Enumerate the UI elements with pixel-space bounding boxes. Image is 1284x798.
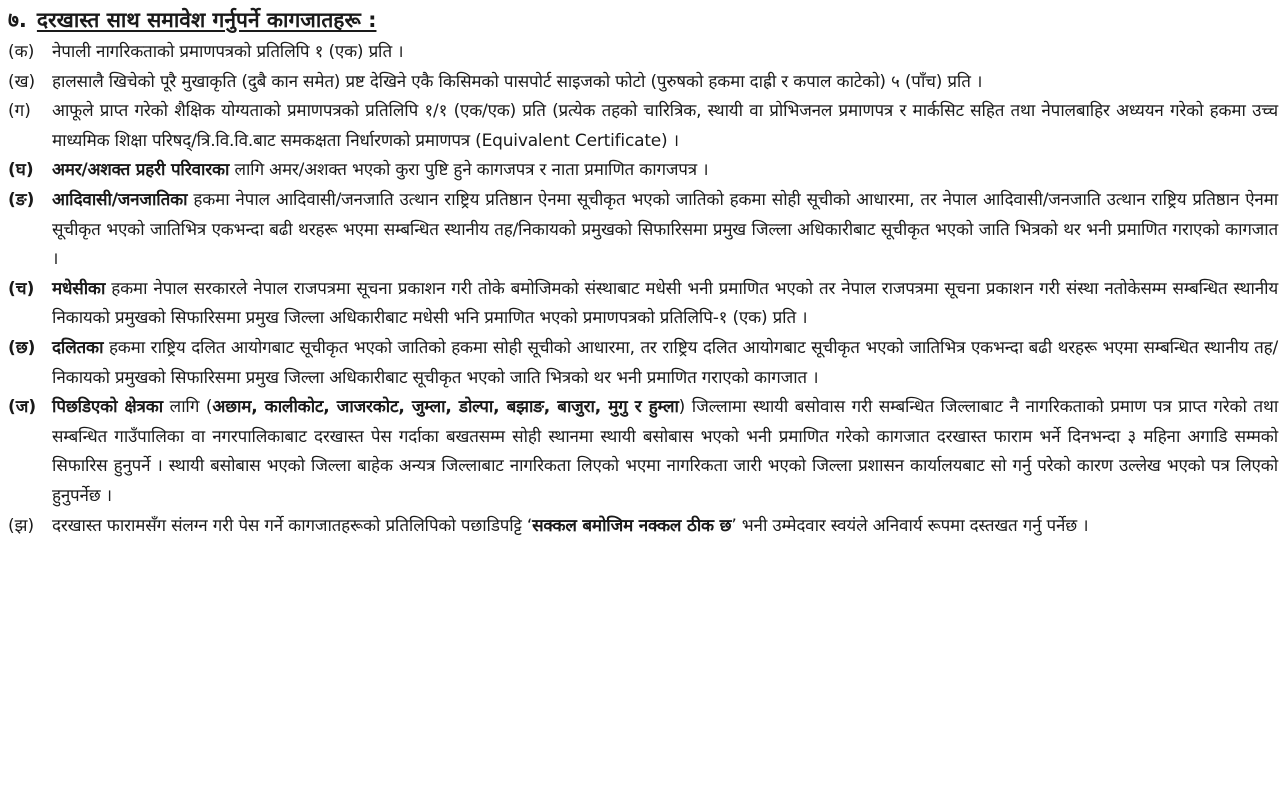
- item-text: हकमा नेपाल सरकारले नेपाल राजपत्रमा सूचना प्रकाशन गरी तोके बमोजिमको संस्थाबाट मधेसी भनी प्रमाणित भएको तर नेपाल राजपत्रमा सूचना प्रकाशन गरी संस्था नतोकेसम्म सम्बन्धित स्थानीय निकायको प्रमुखको सिफारिसमा प्रमुख जिल्ला अधिकारीबाट मधेसी भनि प्रमाणित भएको प्रमाणपत्रको प्रतिलिपि-१ (एक) प्रति ।: [52, 278, 1278, 329]
- item-body: [52, 512, 1278, 542]
- district-list: अछाम, कालीकोट, जाजरकोट, जुम्ला, डोल्पा, बझाङ, बाजुरा, मुगु र हुम्ला: [212, 397, 679, 418]
- item-marker: (क): [8, 42, 35, 62]
- item-text: हकमा राष्ट्रिय दलित आयोगबाट सूचीकृत भएको जातिको हकमा सोही सूचीको आधारमा, तर राष्ट्रिय दलित आयोगबाट सूचीकृत भएको जातिभित्र एकभन्दा बढी थरहरू भएमा सम्बन्धित स्थानीय तह/निकायको प्रमुखको सिफारिसमा प्रमुख जिल्ला अधिकारीबाट सूचीकृत भएको जाति भित्रको थर भनी प्रमाणित गराएको कागजात ।: [52, 337, 1278, 388]
- list-item-ja: [8, 393, 1278, 511]
- item-body: [52, 186, 1278, 275]
- item-marker: (ङ): [8, 189, 35, 210]
- item-marker: (घ): [8, 160, 34, 181]
- item-body: [52, 334, 1278, 393]
- item-marker: (झ): [8, 515, 35, 536]
- item-marker: (ज): [8, 397, 37, 418]
- item-text: हालसालै खिचेको पूरै मुखाकृति (दुबै कान समेत) प्रष्ट देखिने एकै किसिमको पासपोर्ट साइजको फोटो (पुरुषको हकमा दाह्री र कपाल काटेको) ५ (पाँच) प्रति ।: [52, 71, 983, 92]
- item-text: आफूले प्राप्त गरेको शैक्षिक योग्यताको प्रमाणपत्रको प्रतिलिपि १/१ (एक/एक) प्रति (प्रत्येक तहको चारित्रिक, स्थायी वा प्रोभिजनल प्रमाणपत्र र मार्कसिट सहित तथा नेपालबाहिर अध्ययन गरेको हकमा उच्च माध्यमिक शिक्षा परिषद्/त्रि.वि.वि.बाट समकक्षता निर्धारणको प्रमाणपत्र (Equivalent Certificate) ।: [52, 101, 1278, 151]
- attestation-phrase: सक्कल बमोजिम नक्कल ठीक छ: [532, 515, 732, 536]
- list-item-kha: [8, 68, 1278, 98]
- item-lead: आदिवासी/जनजातिका: [52, 189, 188, 210]
- list-item-cha: [8, 275, 1278, 334]
- item-lead: दलितका: [52, 337, 104, 358]
- list-item-gha: [8, 156, 1278, 186]
- section-heading: [8, 4, 1278, 36]
- item-body: [52, 156, 1278, 186]
- item-lead: मधेसीका: [52, 278, 106, 299]
- item-text-pre: लागि (: [162, 397, 213, 418]
- item-lead: पिछडिएको क्षेत्रका: [52, 397, 163, 418]
- list-item-nga: [8, 186, 1278, 275]
- item-marker: (च): [8, 278, 35, 299]
- section-title: दरखास्त साथ समावेश गर्नुपर्ने कागजातहरू :: [36, 8, 377, 32]
- item-body: [52, 393, 1278, 511]
- list-item-ga: [8, 97, 1278, 156]
- section-number: ७.: [8, 8, 27, 32]
- list-item-jha: [8, 512, 1278, 542]
- item-text: ) जिल्लामा स्थायी बसोवास गरी सम्बन्धित जिल्लाबाट नै नागरिकताको प्रमाण पत्र प्राप्त गरेको तथा सम्बन्धित गाउँपालिका वा नगरपालिकाबाट दरखास्त पेस गर्दाका बखतसम्म सोही स्थानमा स्थायी बसोबास भएको भनी प्रमाणित गरेको कागजात दरखास्त फाराम भर्ने दिनभन्दा ३ महिना अगाडि सम्मको सिफारिस हुनुपर्ने । स्थायी बसोबास भएको जिल्ला बाहेक अन्यत्र जिल्लाबाट नागरिकता लिएको भएमा नागरिकता जारी भएको जिल्ला प्रशासन कार्यालयबाट सो गर्नु परेको कारण उल्लेख भएको पत्र लिएको हुनुपर्नेछ ।: [52, 397, 1279, 506]
- item-marker: (ग): [8, 101, 31, 122]
- item-marker: (छ): [8, 337, 36, 358]
- list-item-ka: [8, 38, 1278, 68]
- item-text: नेपाली नागरिकताको प्रमाणपत्रको प्रतिलिपि १ (एक) प्रति ।: [52, 42, 404, 62]
- item-text: ’ भनी उम्मेदवार स्वयंले अनिवार्य रूपमा दस्तखत गर्नु पर्नेछ ।: [731, 515, 1089, 536]
- item-marker: (ख): [8, 71, 36, 92]
- item-body: [52, 275, 1278, 334]
- item-lead: अमर/अशक्त प्रहरी परिवारका: [52, 160, 230, 181]
- item-text: हकमा नेपाल आदिवासी/जनजाति उत्थान राष्ट्रिय प्रतिष्ठान ऐनमा सूचीकृत भएको जातिको हकमा सोही सूचीको आधारमा, तर नेपाल आदिवासी/जनजाति उत्थान राष्ट्रिय प्रतिष्ठान ऐनमा सूचीकृत भएको जातिभित्र एकभन्दा बढी थरहरू भएमा सम्बन्धित स्थानीय तह/निकायको प्रमुखको सिफारिसमा प्रमुख जिल्ला अधिकारीबाट सूचीकृत भएको जाति भित्रको थर भनी प्रमाणित गराएको कागजात ।: [52, 189, 1278, 270]
- list-item-chha: [8, 334, 1278, 393]
- item-text-pre: दरखास्त फारामसँग संलग्न गरी पेस गर्ने कागजातहरूको प्रतिलिपिको पछाडिपट्टि ‘: [52, 515, 533, 536]
- item-text: लागि अमर/अशक्त भएको कुरा पुष्टि हुने कागजपत्र र नाता प्रमाणित कागजपत्र ।: [229, 160, 709, 181]
